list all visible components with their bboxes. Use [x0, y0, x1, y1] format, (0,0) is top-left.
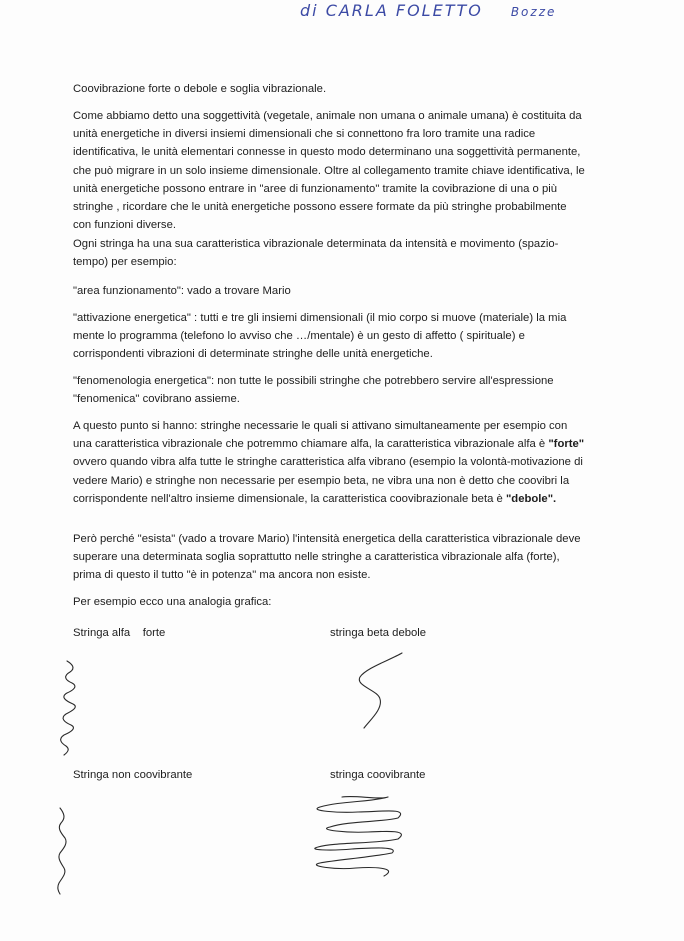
paragraph-fenomenologia-energetica: "fenomenologia energetica": non tutte le possibili stringhe che potrebbero servire all'espressione "fenomenica" covibrano assieme. — [73, 375, 554, 406]
document-title: Coovibrazione forte o debole e soglia vibrazionale. — [73, 83, 327, 95]
label-stringa-coovibrante: stringa coovibrante — [330, 769, 426, 781]
sketch-beta-debole — [359, 653, 402, 728]
paragraph-soggettivita: Come abbiamo detto una soggettività (vegetale, animale non umana o animale umana) è costituita da unità energetiche in diversi insiemi dimensionali che si connettono fra loro tramite una radice identificativa, le unità elementari connesse in questo modo determinano una soggettività permanente, che può migrare in un solo insieme dimensionale. Oltre al collegamento tramite chiave identificativa, le unità energetiche possono entrare in "aree di funzionamento" tramite la covibrazione di una o più stringhe , ricordare che le unità energetiche possono essere formate da più stringhe probabilmente con funzioni diverse. — [73, 110, 585, 232]
handwritten-author-note — [300, 2, 556, 21]
paragraph-forte-debole — [73, 417, 585, 508]
draft-note-handwritten: Bozze — [510, 5, 557, 19]
paragraph-soglia: Però perché "esista" (vado a trovare Mario) l'intensità energetica della caratteristica vibrazionale deve superare una determinata soglia soprattutto nelle stringhe a caratteristica vibrazionale alfa (forte), prima di questo il tutto "è in potenza" ma ancora non esiste. — [73, 533, 581, 582]
emphasis-forte: "forte" — [548, 438, 585, 451]
paragraph-stringa-caratteristica: Ogni stringa ha una sua caratteristica vibrazionale determinata da intensità e movimento (spazio-tempo) per esempio: — [73, 238, 559, 269]
sketch-coovibrante — [315, 797, 402, 876]
text-forte-middle: ovvero quando vibra alfa tutte le stringhe caratteristica alfa vibrano (esempio la volontà-motivazione di vedere Mario) e stringhe non necessarie per esempio beta, ne vibra una non è detto che coovibri la corrispondente nell'altro insieme dimensionale, la caratteristica coovibrazionale beta è — [73, 456, 583, 505]
text-forte-intro: A questo punto si hanno: stringhe necessarie le quali si attivano simultaneamente per esempio con una caratteristica vibrazionale che potremmo chiamare alfa, la caratteristica vibrazionale alfa è — [73, 420, 568, 451]
paragraph-area-funzionamento: "area funzionamento": vado a trovare Mario — [73, 285, 291, 297]
label-stringa-non-coovibrante: Stringa non coovibrante — [73, 769, 193, 781]
paragraph-attivazione-energetica: "attivazione energetica" : tutti e tre gli insiemi dimensionali (il mio corpo si muove (materiale) la mia mente lo programma (telefono lo avviso che …/mentale) è un gesto di affetto ( spirituale) e corrispondenti vibrazioni di determinate stringhe delle unità energetiche. — [73, 312, 567, 361]
author-name-handwritten: di CARLA FOLETTO — [300, 1, 483, 20]
sketch-alfa-forte — [61, 661, 76, 755]
emphasis-debole: "debole". — [505, 492, 557, 505]
label-stringa-beta-debole: stringa beta debole — [330, 627, 427, 639]
label-stringa-alfa-forte: Stringa alfa forte — [73, 627, 166, 639]
sketch-non-coovibrante — [58, 808, 66, 894]
paragraph-analogia-grafica: Per esempio ecco una analogia grafica: — [73, 596, 272, 608]
